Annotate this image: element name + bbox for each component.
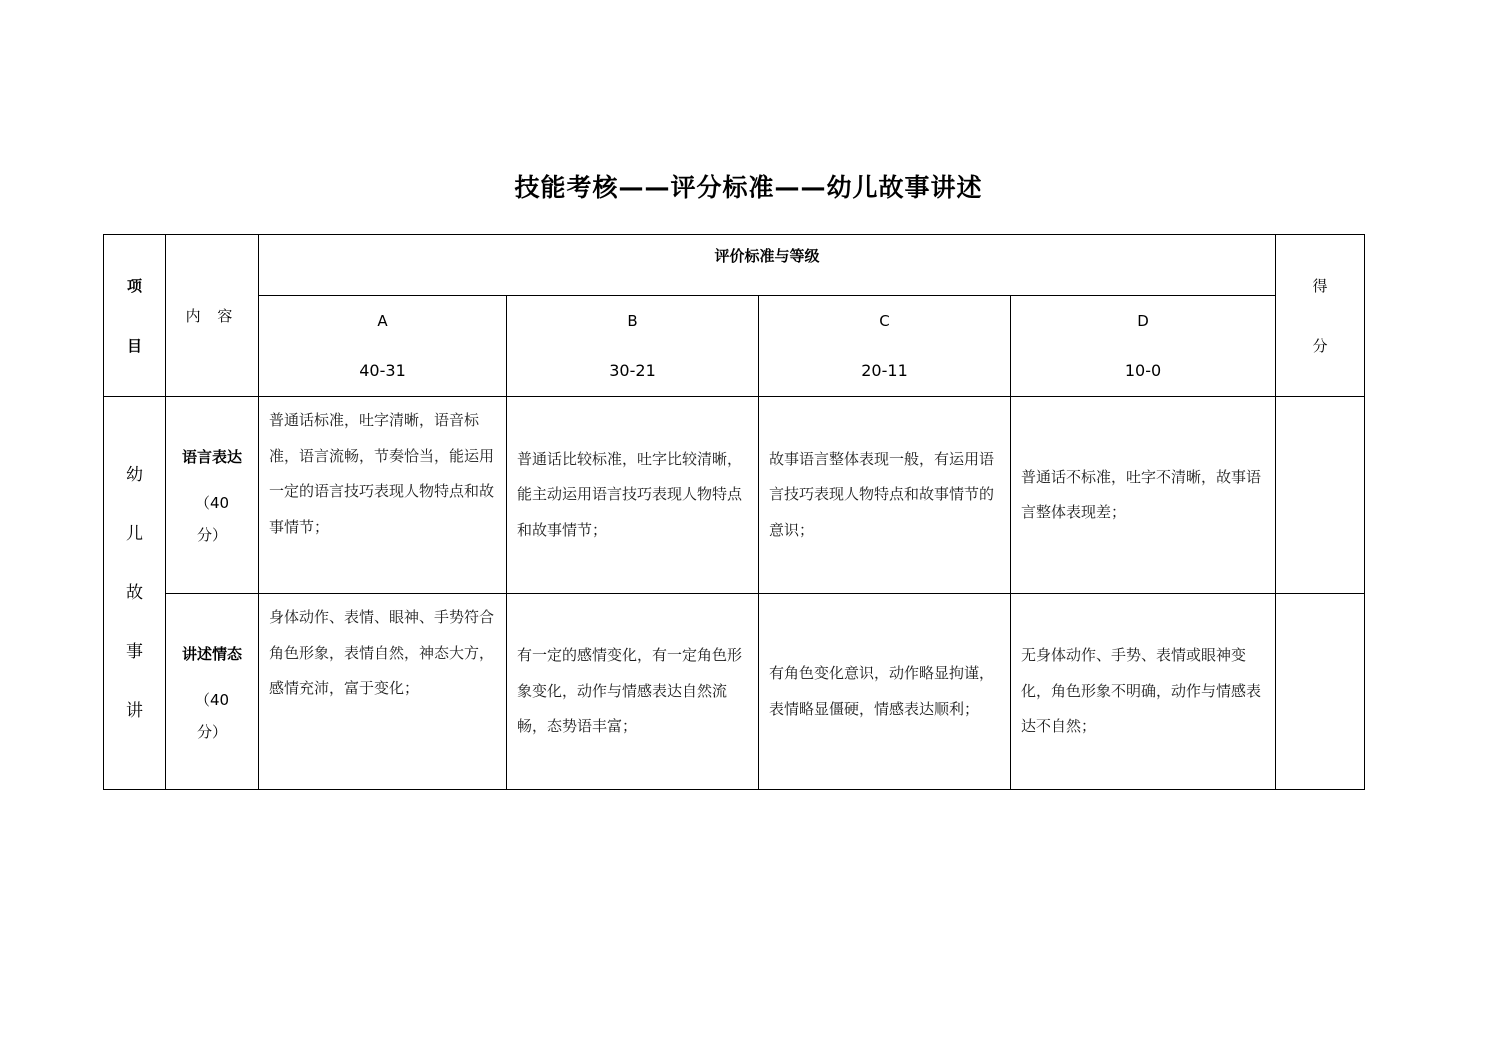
table-row-manner [104, 594, 1365, 790]
content-cell [166, 397, 259, 594]
grade-range: 30-21 [609, 361, 656, 380]
content-name: 语言表达 [181, 448, 242, 466]
criteria-cell-b: 普通话比较标准，吐字比较清晰，能主动运用语言技巧表现人物特点和故事情节； [507, 397, 759, 594]
grade-letter: B [627, 312, 638, 330]
header-score-line2: 分 [1312, 336, 1328, 355]
item-char: 故 [126, 582, 143, 603]
grade-a-header [259, 296, 507, 397]
header-row-1 [104, 235, 1365, 296]
grade-b-header [507, 296, 759, 397]
document-title: 技能考核——评分标准——幼儿故事讲述 [514, 173, 983, 202]
grade-range: 10-0 [1124, 361, 1162, 380]
criteria-cell-c: 故事语言整体表现一般，有运用语言技巧表现人物特点和故事情节的意识； [759, 397, 1011, 594]
content-points: （40分） [194, 494, 230, 544]
header-content: 内 容 [166, 235, 259, 397]
criteria-cell-a: 身体动作、表情、眼神、手势符合角色形象，表情自然，神态大方，感情充沛，富于变化； [259, 594, 507, 790]
grade-range: 40-31 [359, 361, 406, 380]
header-item-line1: 项 [126, 276, 142, 295]
grade-letter: A [377, 312, 388, 330]
item-char: 事 [126, 641, 143, 662]
scoring-table [103, 234, 1365, 790]
content-name: 讲述情态 [181, 644, 242, 663]
item-char: 幼 [126, 464, 143, 485]
criteria-cell-b: 有一定的感情变化，有一定角色形象变化，动作与情感表达自然流畅，态势语丰富； [507, 594, 759, 790]
header-score [1276, 235, 1365, 397]
grade-d-header [1011, 296, 1276, 397]
content-cell [166, 594, 259, 790]
criteria-cell-a: 普通话标准，吐字清晰，语音标准，语言流畅，节奏恰当，能运用一定的语言技巧表现人物特点和故事情节； [259, 397, 507, 594]
score-cell [1276, 594, 1365, 790]
criteria-cell-c: 有角色变化意识，动作略显拘谨，表情略显僵硬，情感表达顺利； [759, 594, 1011, 790]
header-item-line2: 目 [126, 336, 142, 355]
grade-letter: D [1137, 312, 1149, 330]
grade-c-header [759, 296, 1011, 397]
table-row-language [104, 397, 1365, 594]
header-criteria: 评价标准与等级 [259, 235, 1276, 296]
item-cell [104, 397, 166, 790]
score-cell [1276, 397, 1365, 594]
item-char: 讲 [126, 700, 143, 721]
criteria-cell-d: 普通话不标准，吐字不清晰，故事语言整体表现差； [1011, 397, 1276, 594]
header-score-line1: 得 [1312, 276, 1328, 295]
content-points: （40分） [194, 690, 230, 741]
criteria-cell-d: 无身体动作、手势、表情或眼神变化，角色形象不明确，动作与情感表达不自然； [1011, 594, 1276, 790]
header-item [104, 235, 166, 397]
grade-range: 20-11 [861, 361, 908, 380]
item-char: 儿 [126, 523, 143, 544]
grade-letter: C [879, 312, 890, 330]
header-row-2 [104, 296, 1365, 397]
